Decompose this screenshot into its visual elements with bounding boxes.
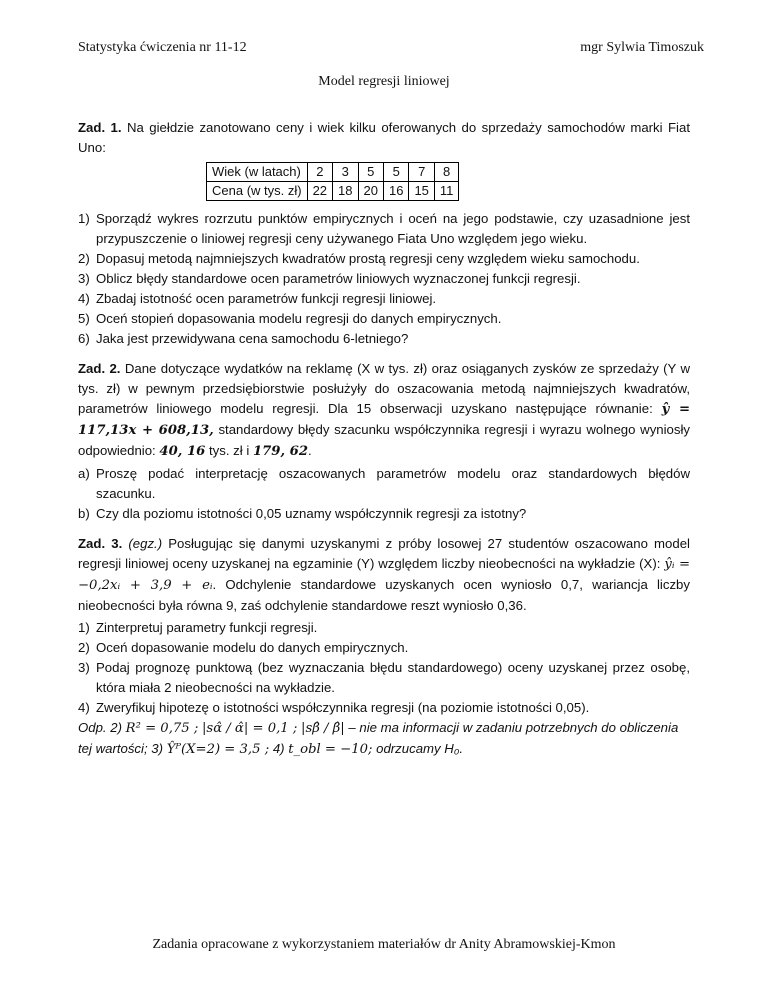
table-cell: 2 <box>307 163 332 182</box>
answer-r2: R² = 0,75 ; <box>125 721 199 736</box>
exercise-2-equation: ŷ = 117,13x + 608,13, <box>78 402 691 438</box>
exercise-2-tasks <box>78 464 690 524</box>
list-item <box>78 504 690 524</box>
table-cell: 7 <box>409 163 434 182</box>
exercise-1 <box>78 118 690 349</box>
data-table <box>206 162 459 201</box>
list-marker: 4) <box>78 700 90 715</box>
exam-tag: (egz.) <box>128 536 163 551</box>
list-marker: 3) <box>78 660 90 675</box>
list-text: Podaj prognozę punktową (bez wyznaczania błędu standardowego) oceny uzyskanej przez osobę, która miała 2 nieobecności na wykładzie. <box>96 660 690 695</box>
exercises <box>78 118 690 760</box>
table-row <box>207 182 459 201</box>
row-label: Wiek (w latach) <box>207 163 308 182</box>
list-text: Sporządź wykres rozrzutu punktów empirycznych i oceń na jego podstawie, czy uzasadnione jest przypuszczenie o liniowej regresji ceny używanego Fiata Uno względem jego wieku. <box>96 211 690 246</box>
list-text: Dopasuj metodą najmniejszych kwadratów prostą regresji ceny względem wieku samochodu. <box>96 251 640 266</box>
answer-t-statistic: t_obl = −10; <box>288 742 373 757</box>
table-cell: 16 <box>383 182 408 201</box>
exercise-3 <box>78 534 690 760</box>
list-item <box>78 638 690 658</box>
list-item <box>78 464 690 504</box>
table-cell: 8 <box>434 163 459 182</box>
exercise-3-text-a: Posługując się danymi uzyskanymi z próby losowej 27 studentów oszacowano model regresji liniowej oceny uzyskanej na egzaminie (Y) względem liczby nieobecności na wykładzie (X): <box>78 536 690 571</box>
answer-sb: |sβ̂ / β̂| <box>301 721 345 736</box>
table-row <box>207 163 459 182</box>
list-text: Czy dla poziomu istotności 0,05 uznamy współczynnik regresji za istotny? <box>96 506 527 521</box>
list-marker: 3) <box>78 271 90 286</box>
list-item <box>78 698 690 718</box>
list-text: Proszę podać interpretację oszacowanych parametrów modelu oraz standardowych błędów szacunku. <box>96 466 690 501</box>
exercise-2-text-d: . <box>308 443 312 458</box>
list-item <box>78 209 690 249</box>
answer-conclusion: odrzucamy H₀. <box>376 741 464 756</box>
list-text: Oceń dopasowanie modelu do danych empirycznych. <box>96 640 409 655</box>
exercise-2-text-b: standardowy błędy szacunku współczynnika regresji i wyrazu wolnego wyniosły odpowiednio: <box>78 422 690 458</box>
table-cell: 3 <box>333 163 358 182</box>
list-item <box>78 658 690 698</box>
list-marker: 2) <box>78 640 90 655</box>
table-cell: 5 <box>383 163 408 182</box>
page-footer: Zadania opracowane z wykorzystaniem materiałów dr Anity Abramowskiej-Kmon <box>152 937 616 952</box>
table-cell: 5 <box>358 163 383 182</box>
list-marker: 1) <box>78 620 90 635</box>
answer-sa: |sα̂ / α̂| = 0,1 ; <box>201 721 298 736</box>
list-text: Zweryfikuj hipotezę o istotności współczynnika regresji (na poziomie istotności 0,05). <box>96 700 590 715</box>
answer-key <box>78 718 690 760</box>
table-cell: 15 <box>409 182 434 201</box>
list-text: Oblicz błędy standardowe ocen parametrów liniowych wyznaczonej funkcji regresji. <box>96 271 581 286</box>
list-text: Jaka jest przewidywana cena samochodu 6-letniego? <box>96 331 409 346</box>
answer-note: – nie ma informacji w zadaniu potrzebnych do obliczenia tej wartości; 3) <box>78 720 679 756</box>
exercise-1-intro: Na giełdzie zanotowano ceny i wiek kilku oferowanych do sprzedaży samochodów marki Fiat Uno: <box>78 120 690 155</box>
list-item <box>78 618 690 638</box>
header-author: mgr Sylwia Timoszuk <box>580 40 704 55</box>
answer-prefix: Odp. 2) <box>78 720 122 735</box>
list-text: Zinterpretuj parametry funkcji regresji. <box>96 620 318 635</box>
exercise-3-tasks <box>78 618 690 718</box>
table-cell: 22 <box>307 182 332 201</box>
list-marker: 4) <box>78 291 90 306</box>
exercise-1-label: Zad. 1. <box>78 120 122 135</box>
list-marker: 1) <box>78 211 90 226</box>
list-item <box>78 289 690 309</box>
header-course: Statystyka ćwiczenia nr 11-12 <box>78 40 247 55</box>
list-item <box>78 309 690 329</box>
exercise-3-equation: ŷᵢ = −0,2xᵢ + 3,9 + eᵢ <box>78 557 691 593</box>
list-marker: b) <box>78 506 90 521</box>
list-text: Oceń stopień dopasowania modelu regresji do danych empirycznych. <box>96 311 502 326</box>
exercise-2-value-2: 179, 62 <box>252 444 308 459</box>
list-item <box>78 249 690 269</box>
table-cell: 18 <box>333 182 358 201</box>
exercise-2-text-a: Dane dotyczące wydatków na reklamę (X w tys. zł) oraz osiąganych zysków ze sprzedaży (Y w tys. zł) w pewnym przedsiębiorstwie posłużyły do oszacowania metodą najmniejszych kwadratów, parametrów liniowego modelu regresji. Dla 15 obserwacji uzyskano następujące równanie: <box>78 361 690 416</box>
exercise-2-label: Zad. 2. <box>78 361 121 376</box>
exercise-3-text-b: . Odchylenie standardowe uzyskanych ocen wyniosło 0,7, wariancja liczby nieobecności była równa 9, zaś odchylenie standardowe reszt wyniosło 0,36. <box>78 577 690 613</box>
list-marker: 2) <box>78 251 90 266</box>
exercise-2-value-1: 40, 16 <box>159 444 206 459</box>
page-title: Model regresji liniowej <box>318 74 450 89</box>
table-cell: 20 <box>358 182 383 201</box>
table-cell: 11 <box>434 182 459 201</box>
answer-part-4: 4) <box>272 741 285 756</box>
row-label: Cena (w tys. zł) <box>207 182 308 201</box>
list-marker: a) <box>78 466 90 481</box>
answer-forecast: Ŷᴾ(X=2) = 3,5 ; <box>166 742 270 757</box>
exercise-2-text-c: tys. zł i <box>208 443 250 458</box>
exercise-2 <box>78 359 690 524</box>
list-item <box>78 269 690 289</box>
list-marker: 5) <box>78 311 90 326</box>
list-text: Zbadaj istotność ocen parametrów funkcji regresji liniowej. <box>96 291 437 306</box>
exercise-1-tasks <box>78 209 690 349</box>
exercise-3-label: Zad. 3. <box>78 536 123 551</box>
list-marker: 6) <box>78 331 90 346</box>
list-item <box>78 329 690 349</box>
